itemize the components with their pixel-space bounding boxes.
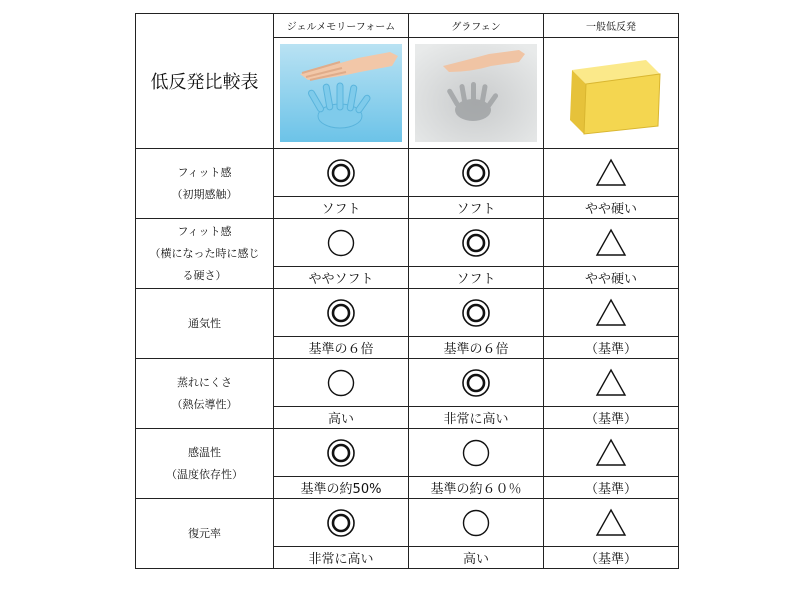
rating-cell-graphene bbox=[409, 289, 544, 337]
triangle-icon bbox=[594, 506, 628, 540]
criterion-label-line: 復元率 bbox=[188, 526, 221, 540]
product-image-cell-standard bbox=[544, 38, 679, 149]
rating-cell-standard bbox=[544, 359, 679, 407]
rating-cell-gel bbox=[274, 219, 409, 267]
criterion-label-line: る硬さ） bbox=[182, 268, 227, 282]
triangle-icon bbox=[594, 156, 628, 190]
double-circle-icon bbox=[459, 156, 493, 190]
criterion-label-line: （横になった時に感じ bbox=[149, 246, 260, 260]
double-circle-icon bbox=[459, 366, 493, 400]
note-cell-standard: （基準） bbox=[544, 477, 679, 499]
note-cell-graphene: ソフト bbox=[409, 267, 544, 289]
criterion-label bbox=[136, 359, 274, 429]
gel-foam-image bbox=[280, 44, 402, 142]
table-row bbox=[136, 219, 679, 267]
table-row bbox=[136, 429, 679, 477]
triangle-icon bbox=[594, 436, 628, 470]
rating-cell-gel bbox=[274, 499, 409, 547]
note-cell-standard: （基準） bbox=[544, 337, 679, 359]
note-cell-standard: やや硬い bbox=[544, 197, 679, 219]
double-circle-icon bbox=[324, 296, 358, 330]
double-circle-icon bbox=[459, 296, 493, 330]
rating-cell-standard bbox=[544, 219, 679, 267]
rating-cell-graphene bbox=[409, 219, 544, 267]
product-name-standard: 一般低反発 bbox=[544, 14, 679, 38]
note-cell-graphene: 基準の６倍 bbox=[409, 337, 544, 359]
rating-cell-standard bbox=[544, 289, 679, 337]
circle-icon bbox=[324, 226, 358, 260]
triangle-icon bbox=[594, 296, 628, 330]
criterion-label-line: フィット感 bbox=[177, 224, 232, 238]
criterion-label-line: （温度依存性） bbox=[166, 467, 243, 481]
product-image-cell-graphene bbox=[409, 38, 544, 149]
note-cell-gel: ソフト bbox=[274, 197, 409, 219]
note-cell-standard: やや硬い bbox=[544, 267, 679, 289]
note-cell-gel: 基準の約50% bbox=[274, 477, 409, 499]
note-cell-graphene: 非常に高い bbox=[409, 407, 544, 429]
table-row bbox=[136, 289, 679, 337]
note-cell-graphene: 基準の約６０％ bbox=[409, 477, 544, 499]
criterion-label-line: （初期感触） bbox=[171, 187, 238, 201]
standard-foam-image bbox=[550, 44, 672, 142]
table-row bbox=[136, 359, 679, 407]
criterion-label-line: （熱伝導性） bbox=[171, 397, 238, 411]
note-cell-standard: （基準） bbox=[544, 407, 679, 429]
rating-cell-graphene bbox=[409, 149, 544, 197]
triangle-icon bbox=[594, 226, 628, 260]
rating-cell-standard bbox=[544, 429, 679, 477]
note-cell-graphene: ソフト bbox=[409, 197, 544, 219]
criterion-label bbox=[136, 429, 274, 499]
comparison-table bbox=[135, 13, 679, 569]
table-title: 低反発比較表 bbox=[136, 14, 274, 149]
note-cell-gel: 基準の６倍 bbox=[274, 337, 409, 359]
graphene-foam-image bbox=[415, 44, 537, 142]
criterion-label-line: フィット感 bbox=[177, 165, 232, 179]
criterion-label bbox=[136, 499, 274, 569]
double-circle-icon bbox=[459, 226, 493, 260]
double-circle-icon bbox=[324, 506, 358, 540]
rating-cell-gel bbox=[274, 149, 409, 197]
product-image-cell-gel bbox=[274, 38, 409, 149]
rating-cell-gel bbox=[274, 429, 409, 477]
note-cell-gel: 高い bbox=[274, 407, 409, 429]
circle-icon bbox=[459, 506, 493, 540]
note-cell-gel: 非常に高い bbox=[274, 547, 409, 569]
rating-cell-graphene bbox=[409, 429, 544, 477]
double-circle-icon bbox=[324, 156, 358, 190]
criterion-label-line: 感温性 bbox=[188, 445, 221, 459]
note-cell-graphene: 高い bbox=[409, 547, 544, 569]
triangle-icon bbox=[594, 366, 628, 400]
product-name-gel: ジェルメモリーフォーム bbox=[274, 14, 409, 38]
criterion-label-line: 通気性 bbox=[188, 316, 221, 330]
criterion-label bbox=[136, 149, 274, 219]
circle-icon bbox=[459, 436, 493, 470]
note-cell-gel: ややソフト bbox=[274, 267, 409, 289]
criterion-label bbox=[136, 289, 274, 359]
rating-cell-graphene bbox=[409, 499, 544, 547]
rating-cell-graphene bbox=[409, 359, 544, 407]
product-name-graphene: グラフェン bbox=[409, 14, 544, 38]
rating-cell-gel bbox=[274, 359, 409, 407]
note-cell-standard: （基準） bbox=[544, 547, 679, 569]
circle-icon bbox=[324, 366, 358, 400]
rating-cell-standard bbox=[544, 499, 679, 547]
criterion-label-line: 蒸れにくさ bbox=[177, 375, 232, 389]
table-row bbox=[136, 149, 679, 197]
criterion-label bbox=[136, 219, 274, 289]
double-circle-icon bbox=[324, 436, 358, 470]
table-row bbox=[136, 499, 679, 547]
rating-cell-gel bbox=[274, 289, 409, 337]
rating-cell-standard bbox=[544, 149, 679, 197]
